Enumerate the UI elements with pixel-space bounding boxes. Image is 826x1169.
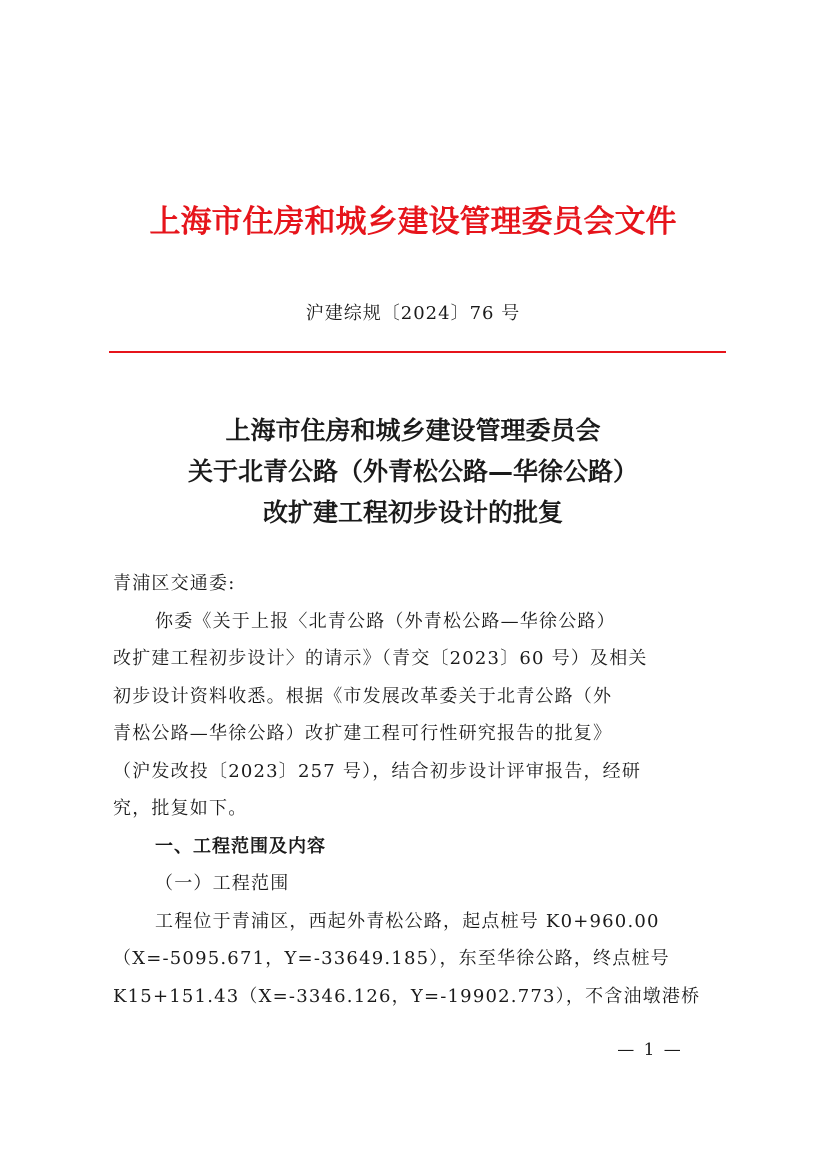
paragraph-line: 工程位于青浦区，西起外青松公路，起点桩号 K0+960.00 — [155, 910, 660, 932]
title-line: 关于北青公路（外青松公路—华徐公路） — [187, 457, 638, 486]
paragraph-line: 改扩建工程初步设计〉的请示》（青交〔2023〕60 号）及相关 — [113, 648, 648, 669]
section-heading: 一、工程范围及内容 — [155, 835, 326, 857]
page-number: — 1 — — [617, 1040, 683, 1060]
document-title — [0, 410, 826, 533]
paragraph-line: 你委《关于上报〈北青公路（外青松公路—华徐公路） — [155, 610, 616, 632]
paragraph-line: 究，批复如下。 — [113, 798, 248, 819]
agency-header-title: 上海市住房和城乡建设管理委员会文件 — [149, 204, 677, 240]
paragraph-line: （X=-5095.671，Y=-33649.185），东至华徐公路，终点桩号 — [113, 948, 670, 969]
addressee: 青浦区交通委: — [113, 573, 236, 594]
paragraph-line: K15+151.43（X=-3346.126，Y=-19902.773），不含油墩港桥 — [113, 985, 701, 1007]
document-number: 沪建综规〔2024〕76 号 — [305, 303, 521, 324]
paragraph-line: 青松公路—华徐公路）改扩建工程可行性研究报告的批复》 — [113, 723, 613, 744]
title-line: 改扩建工程初步设计的批复 — [262, 498, 563, 527]
paragraph-line: 初步设计资料收悉。根据《市发展改革委关于北青公路（外 — [113, 685, 613, 707]
paragraph-line: （沪发改投〔2023〕257 号），结合初步设计评审报告，经研 — [113, 760, 642, 782]
document-body — [113, 565, 717, 1015]
red-divider-line — [109, 351, 726, 353]
subsection-heading: （一）工程范围 — [155, 873, 290, 894]
title-line: 上海市住房和城乡建设管理委员会 — [225, 416, 601, 445]
